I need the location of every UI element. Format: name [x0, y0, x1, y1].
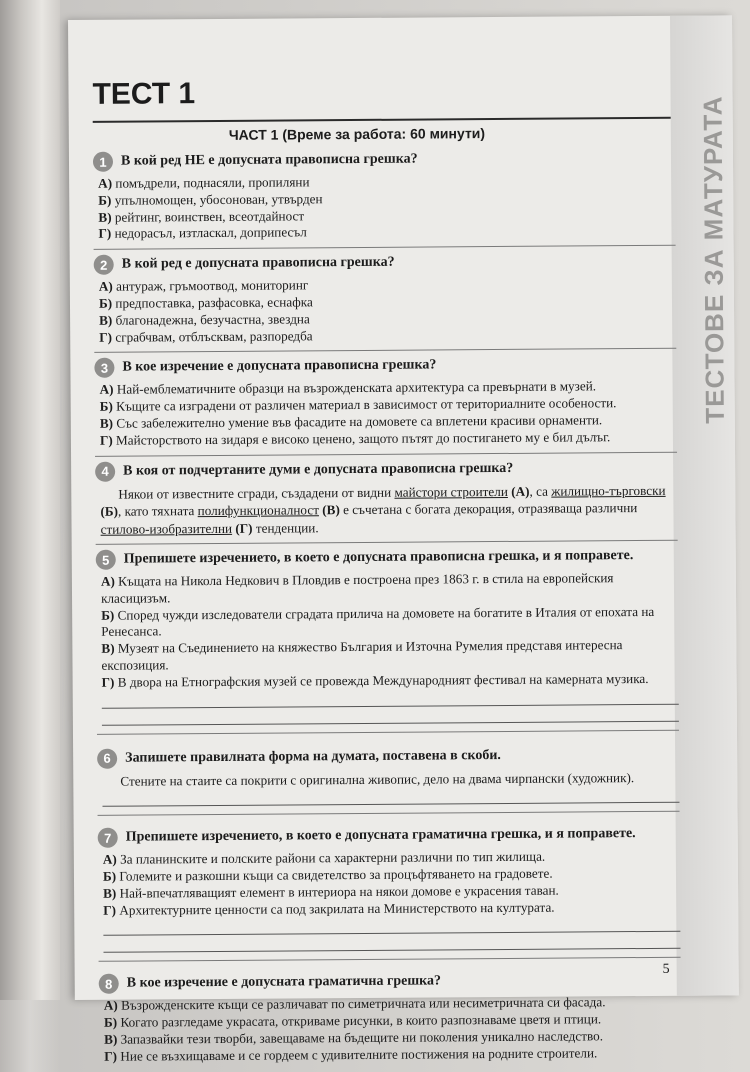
book-spine-edge: [0, 0, 60, 1000]
question-text: Запишете правилната форма на думата, поставена в скоби.: [125, 747, 501, 766]
answer-options: [99, 275, 676, 346]
question-6: [97, 744, 679, 807]
option-a[interactable]: А) Възрожденските къщи се различават по симетричната или несиметричната си фасада.: [103, 994, 606, 1014]
answer-options: [101, 570, 679, 692]
underlined-word-b[interactable]: жилищно-търговски: [551, 482, 666, 499]
question-number-badge: 3: [94, 358, 114, 378]
answer-options: [104, 994, 681, 1065]
option-a[interactable]: А) Най-емблематичните образци на възрожденската архитектура са превърнати в музей.: [99, 378, 597, 398]
question-number-badge: 2: [94, 255, 114, 275]
answer-line[interactable]: [103, 931, 680, 936]
option-b[interactable]: Б) упълномощен, убосонован, утвърден: [98, 191, 323, 208]
option-d[interactable]: Г) В двора на Етнографския музей се провежда Международният фестивал на камерната музика.: [101, 670, 649, 690]
test-title: ТЕСТ 1: [92, 77, 196, 111]
question-7: [98, 824, 681, 953]
divider: [94, 348, 676, 353]
question-number-badge: 4: [95, 461, 115, 481]
underlined-word-c[interactable]: полифункционалност: [197, 502, 319, 519]
option-c[interactable]: В) Музеят на Съединението на княжество България и Източна Румелия представя интересна експозиция.: [101, 637, 623, 673]
option-d[interactable]: Г) Ние се възхищаваме и се гордеем с удивителните постижения на родните строители.: [104, 1045, 598, 1064]
option-d[interactable]: Г) сграбчвам, отблъсквам, разпоредба: [99, 327, 313, 345]
question-number-badge: 6: [97, 748, 117, 768]
question-text: В кой ред НЕ е допусната правописна грешка?: [120, 151, 418, 169]
question-number-badge: 7: [98, 828, 118, 848]
question-text: В кое изречение е допусната правописна грешка?: [122, 357, 437, 376]
option-b[interactable]: Б) Когато разгледаме украсата, откриваме рисунки, в които разпознаваме цветя и птици.: [103, 1011, 602, 1030]
divider: [94, 245, 676, 250]
option-b[interactable]: Б) предпоставка, разфасовка, еснафка: [98, 294, 313, 311]
question-text: В кое изречение е допусната граматична грешка?: [126, 973, 442, 991]
option-c[interactable]: В) рейтинг, воинствен, всеотдайност: [98, 207, 305, 225]
option-a[interactable]: А) антураж, гръмоотвод, мониторинг: [98, 277, 309, 294]
question-number-badge: 8: [99, 974, 119, 994]
divider: [96, 540, 678, 545]
option-a[interactable]: А) За планинските и полските райони са характерни различни по тип жилища.: [102, 848, 546, 867]
answer-options: [98, 172, 675, 243]
question-text: В коя от подчертаните думи е допусната правописна грешка?: [123, 460, 514, 479]
option-a[interactable]: А) Къщата на Никола Недкович в Пловдив е построена през 1863 г. в стила на европейския класицизъм.: [100, 570, 614, 606]
question-sentence: Стените на стаите са покрити с оригинална живопис, дело на двама чирпански (художник).: [120, 769, 635, 789]
underlined-word-d[interactable]: стилово-изобразителни: [100, 520, 233, 537]
textbook-page: [68, 15, 739, 1064]
divider: [95, 451, 677, 456]
title-divider: [93, 117, 671, 123]
question-number-badge: 5: [96, 550, 116, 570]
question-8: [99, 970, 682, 1065]
divider: [99, 957, 681, 962]
divider: [98, 811, 680, 816]
part-heading: ЧАСТ 1 (Време за работа: 60 минути): [228, 125, 486, 143]
answer-line[interactable]: [102, 703, 679, 708]
underlined-word-a[interactable]: майстори строители: [394, 483, 508, 500]
option-b[interactable]: Б) Големите и разкошни къщи са свидетелство за процъфтяването на градовете.: [102, 865, 553, 884]
question-4: [95, 457, 678, 538]
option-c[interactable]: В) Най-впечатляващият елемент в интериора на някои домове е украсения таван.: [103, 882, 559, 901]
option-b[interactable]: Б) Къщите са изградени от различен материал в зависимост от териториалните особености.: [99, 395, 617, 414]
question-3: [94, 354, 677, 449]
divider: [97, 729, 679, 734]
answer-line[interactable]: [104, 948, 681, 953]
question-number-badge: 1: [93, 152, 113, 172]
option-d[interactable]: Г) Майсторството на зидаря е високо ценено, защото пътят до постигането му е бил дълъг.: [99, 428, 611, 448]
answer-line[interactable]: [102, 720, 679, 725]
option-d[interactable]: Г) недорасъл, изтласкал, доприпесъл: [98, 224, 307, 242]
option-c[interactable]: В) Със забележително умение във фасадите на домовете са вплетени красиви орнаменти.: [99, 412, 603, 431]
question-passage: Някои от известните сгради, създадени от видни майстори строители (А), са жилищно-търговски (Б), като тяхната полифункционалност (В) е съчетана с богата декорация, отразяваща различни стилово-изобразителни (Г) тенденции.: [100, 482, 666, 537]
option-b[interactable]: Б) Според чужди изследователи сградата прилича на домовете на богатите в Италия от епохата на Ренесанса.: [101, 603, 655, 640]
questions: [93, 148, 681, 1072]
option-c[interactable]: В) Запазвайки тези творби, завещаваме на бъдещите ни поколения уникално наследство.: [104, 1028, 604, 1047]
question-text: В кой ред е допусната правописна грешка?: [121, 254, 395, 272]
option-a[interactable]: А) помъдрели, поднасяли, пропиляни: [98, 174, 310, 191]
side-band: [670, 15, 739, 995]
question-text: Препишете изречението, в което е допусната граматична грешка, и я поправете.: [125, 826, 636, 845]
page-number: 5: [662, 961, 670, 977]
side-band-title: ТЕСТОВЕ ЗА МАТУРАТА: [697, 95, 730, 424]
option-c[interactable]: В) благонадежна, безучастна, звездна: [99, 311, 310, 328]
answer-options: [103, 848, 680, 919]
question-1: [93, 148, 676, 243]
question-5: [96, 546, 679, 726]
question-text: Препишете изречението, в което е допусната правописна грешка, и я поправете.: [123, 548, 634, 567]
answer-options: [100, 378, 677, 449]
option-d[interactable]: Г) Архитектурните ценности са под закрилата на Министерството на културата.: [103, 899, 555, 918]
answer-line[interactable]: [102, 802, 679, 807]
question-2: [94, 251, 677, 346]
